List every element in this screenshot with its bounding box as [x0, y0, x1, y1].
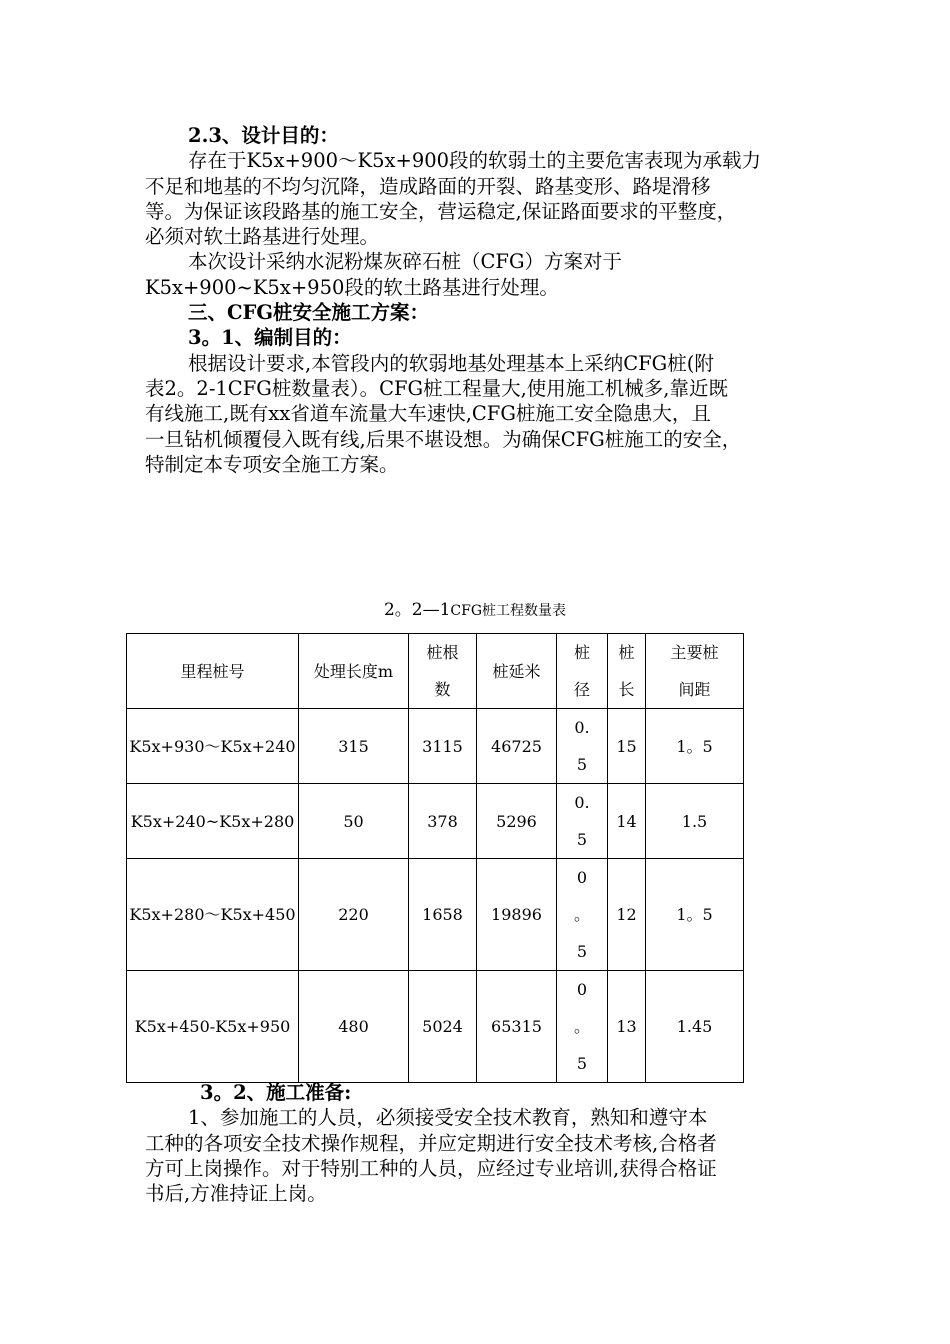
paragraph-line: 存在于K5x+900～K5x+900段的软弱土的主要危害表现为承载力 — [188, 149, 762, 173]
cell-pile-length: 14 — [608, 784, 646, 859]
cell-count: 5024 — [409, 971, 477, 1083]
cell-pile-length: 13 — [608, 971, 646, 1083]
cfg-quantity-table — [126, 633, 744, 1083]
paragraph-line: 必须对软土路基进行处理。 — [145, 225, 380, 249]
cell-meters: 65315 — [477, 971, 557, 1083]
paragraph-line: 书后,方准持证上岗。 — [145, 1182, 327, 1206]
cell-spacing: 1。5 — [646, 709, 744, 784]
cell-spacing: 1.45 — [646, 971, 744, 1083]
design-purpose-section — [145, 123, 815, 477]
paragraph-line: 不足和地基的不均匀沉降，造成路面的开裂、路基变形、路堤滑移 — [145, 174, 711, 198]
header-count: 桩根 数 — [409, 634, 477, 709]
cell-length: 50 — [299, 784, 409, 859]
cell-count: 378 — [409, 784, 477, 859]
cell-diameter: 0. 5 — [557, 784, 608, 859]
cell-diameter: 0. 5 — [557, 709, 608, 784]
table-row — [127, 709, 744, 784]
table-caption-number: 2。2—1 — [383, 600, 451, 620]
table-row — [127, 859, 744, 971]
cell-mileage: K5x+930～K5x+240 — [127, 709, 299, 784]
cell-spacing: 1.5 — [646, 784, 744, 859]
cell-meters: 19896 — [477, 859, 557, 971]
cell-meters: 5296 — [477, 784, 557, 859]
paragraph-line: 本次设计采纳水泥粉煤灰碎石桩（CFG）方案对于 — [188, 250, 623, 274]
cell-length: 480 — [299, 971, 409, 1083]
paragraph-line: 方可上岗操作。对于特别工种的人员，应经过专业培训,获得合格证 — [145, 1156, 717, 1180]
cell-count: 3115 — [409, 709, 477, 784]
cell-mileage: K5x+280～K5x+450 — [127, 859, 299, 971]
heading-compilation-purpose: 3。1、编制目的： — [188, 326, 352, 350]
header-spacing: 主要桩 间距 — [646, 634, 744, 709]
heading-construction-preparation: 3。2、施工准备: — [200, 1081, 352, 1104]
paragraph-line: K5x+900~K5x+950段的软土路基进行处理。 — [145, 275, 559, 299]
header-length: 处理长度m — [299, 634, 409, 709]
cell-count: 1658 — [409, 859, 477, 971]
cell-spacing: 1。5 — [646, 859, 744, 971]
cell-diameter: 0 。 5 — [557, 859, 608, 971]
paragraph-line: 根据设计要求,本管段内的软弱地基处理基本上采纳CFG桩(附 — [188, 351, 714, 375]
cell-pile-length: 15 — [608, 709, 646, 784]
paragraph-line: 特制定本专项安全施工方案。 — [145, 452, 399, 476]
cell-pile-length: 12 — [608, 859, 646, 971]
heading-design-purpose: 2.3、设计目的： — [188, 124, 339, 147]
table-header-row — [127, 634, 744, 709]
table-caption-title: CFG桩工程数量表 — [450, 603, 567, 619]
table-row — [127, 784, 744, 859]
cell-length: 220 — [299, 859, 409, 971]
heading-cfg-safety-plan: 三、CFG桩安全施工方案： — [188, 301, 430, 325]
cell-diameter: 0 。 5 — [557, 971, 608, 1083]
cell-mileage: K5x+240~K5x+280 — [127, 784, 299, 859]
paragraph-line: 1、参加施工的人员，必须接受安全技术教育，熟知和遵守本 — [188, 1106, 708, 1130]
cell-meters: 46725 — [477, 709, 557, 784]
cell-mileage: K5x+450-K5x+950 — [127, 971, 299, 1083]
cell-length: 315 — [299, 709, 409, 784]
table-row — [127, 971, 744, 1083]
header-mileage: 里程桩号 — [127, 634, 299, 709]
table-caption — [0, 598, 950, 623]
construction-preparation-section — [145, 1080, 815, 1206]
paragraph-line: 一旦钻机倾覆侵入既有线,后果不堪设想。为确保CFG桩施工的安全， — [145, 427, 742, 451]
paragraph-line: 表2。2-1CFG桩数量表）。CFG桩工程量大,使用施工机械多,靠近既 — [145, 376, 729, 400]
paragraph-line: 有线施工,既有xx省道车流量大车速快,CFG桩施工安全隐患大，且 — [145, 402, 711, 426]
paragraph-line: 等。为保证该段路基的施工安全，营运稳定,保证路面要求的平整度， — [145, 199, 737, 223]
paragraph-line: 工种的各项安全技术操作规程，并应定期进行安全技术考核,合格者 — [145, 1131, 717, 1155]
header-pile-length: 桩 长 — [608, 634, 646, 709]
header-meters: 桩延米 — [477, 634, 557, 709]
header-diameter: 桩 径 — [557, 634, 608, 709]
